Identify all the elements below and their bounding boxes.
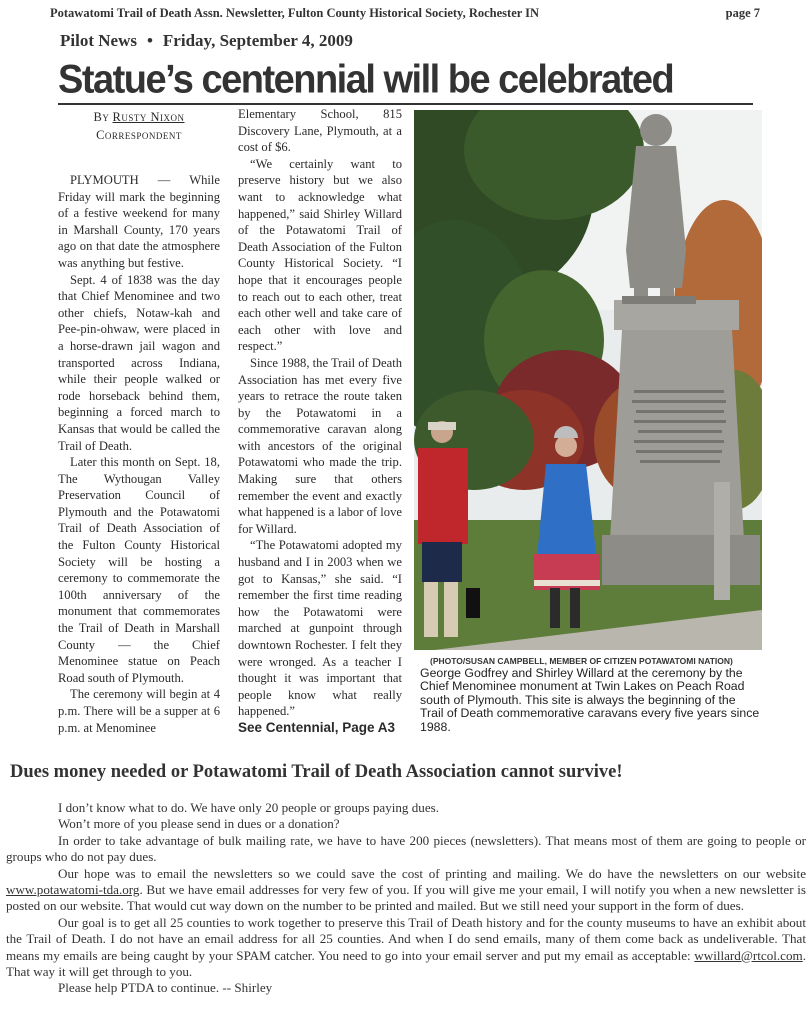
- email-link[interactable]: wwillard@rtcol.com: [694, 947, 803, 963]
- article-paragraph: The ceremony will begin at 4 p.m. There will be a supper at 6 p.m. at Menominee: [58, 687, 220, 735]
- photo-caption: George Godfrey and Shirley Willard at the ceremony by the Chief Menominee monument at Twin Lakes on Peach Road south of Plymouth. This site is always the beginning of the Trail of Death commemorative caravans every five years since 1988.: [420, 666, 760, 734]
- dues-body: [6, 800, 806, 997]
- headline-rule: [58, 103, 753, 105]
- byline-by: By: [93, 110, 110, 124]
- ceremony-photo: [414, 110, 762, 650]
- dues-paragraph: [6, 915, 806, 981]
- paper-name: Pilot News: [60, 31, 137, 50]
- byline-role: Correspondent: [96, 128, 182, 142]
- dues-text: Our hope was to email the newsletters so we could save the cost of printing and mailing. We do have the newsletters on our website: [58, 865, 806, 881]
- dues-paragraph: I don’t know what to do. We have only 20 people or groups paying dues.: [58, 800, 440, 815]
- article-paragraph: “The Potawatomi adopted my husband and I in 2003 when we got to Kansas,” she said. “I remember the first time reading how the Potawatomi were marched at gunpoint through downtown Rochester. I felt they were wronged. As a teacher I thought it was important that people know what really happened.”: [238, 538, 402, 719]
- dues-paragraph: Won’t more of you please send in dues or a donation?: [58, 816, 340, 832]
- article-column-1: [58, 108, 220, 736]
- article-column-2: [238, 106, 402, 737]
- article-paragraph: Elementary School, 815 Discovery Lane, Plymouth, at a cost of $6.: [238, 107, 402, 155]
- dues-paragraph: In order to take advantage of bulk mailing rate, we have to have 200 pieces (newsletters). That means most of them are going to people or groups who do not pay dues.: [6, 832, 806, 865]
- photo-credit: (PHOTO/SUSAN CAMPBELL, MEMBER OF CITIZEN POTAWATOMI NATION): [430, 656, 733, 666]
- byline-name: Rusty Nixon: [112, 110, 185, 124]
- masthead: [60, 31, 353, 51]
- article-paragraph: Since 1988, the Trail of Death Association has met every five years to retrace the route taken by the Potawatomi in a commemorative caravan along with ancestors of the original Potawatomi who made the trip. Making sure that others remember the event and exactly what happened is a labor of love for Willard.: [238, 355, 402, 536]
- dues-heading: Dues money needed or Potawatomi Trail of Death Association cannot survive!: [10, 762, 623, 782]
- dues-text: . That way it will get through to you.: [6, 947, 806, 980]
- website-link[interactable]: www.potawatomi-tda.org: [6, 882, 140, 898]
- dues-text: Our goal is to get all 25 counties to work together to preserve this Trail of Death history and for the county museums to have an exhibit about the Trail of Death. I do not have an email address for all 25 counties. And when I do send emails, many of them come back as undeliverable. That means my emails are being caught by your SPAM catcher. You need to go into your email server and put my email as acceptable:: [6, 914, 806, 963]
- byline: [58, 108, 220, 144]
- article-paragraph: “We certainly want to preserve history but we also want to acknowledge what happened,” said Shirley Willard of the Potawatomi Trail of Death Association of the Fulton County Historical Society. “I hope that it encourages people to reach out to each other, treat each other well and take care of each other with love and respect.”: [238, 156, 402, 354]
- jump-line: See Centennial, Page A3: [238, 719, 396, 735]
- page-number: page 7: [725, 6, 760, 20]
- dues-paragraph: Please help PTDA to continue. -- Shirley: [58, 980, 273, 996]
- dues-text: . But we have email addresses for very few of you. If you will give me your email, I will notify you when a new newsletter is posted on our website. That would cut way down on the number to be printed and mailed. But we still need your support in the form of dues.: [6, 882, 806, 914]
- publication-date: Friday, September 4, 2009: [162, 31, 353, 50]
- headline: Statue’s centennial will be celebrated: [58, 58, 674, 103]
- newsletter-header: [50, 6, 760, 21]
- masthead-bullet: •: [146, 31, 153, 50]
- newsletter-header-title: Potawatomi Trail of Death Assn. Newsletter, Fulton County Historical Society, Rochester IN: [50, 6, 540, 20]
- dues-paragraph: [6, 866, 806, 915]
- article-paragraph: Later this month on Sept. 18, The Wythougan Valley Preservation Council of Plymouth and the Potawatomi Trail of Death Association of the Fulton County Historical Society will be hosting a ceremony to commemorate the 100th anniversary of the monument that commemorates the Trail of Death in Marshall County — the Chief Menominee statue on Peach Road south of Plymouth.: [58, 455, 220, 685]
- article-paragraph: Sept. 4 of 1838 was the day that Chief Menominee and two other chiefs, Notaw-kah and Pee-pin-ohwaw, were placed in a horse-drawn jail wagon and transported across Indiana, while their people walked or rode horseback behind them, beginning a forced march to Kansas that would be called the Trail of Death.: [58, 272, 220, 453]
- article-paragraph: PLYMOUTH — While Friday will mark the beginning of a festive weekend for many in Marshall County, 170 years ago on that date the atmosphere was anything but festive.: [58, 173, 220, 270]
